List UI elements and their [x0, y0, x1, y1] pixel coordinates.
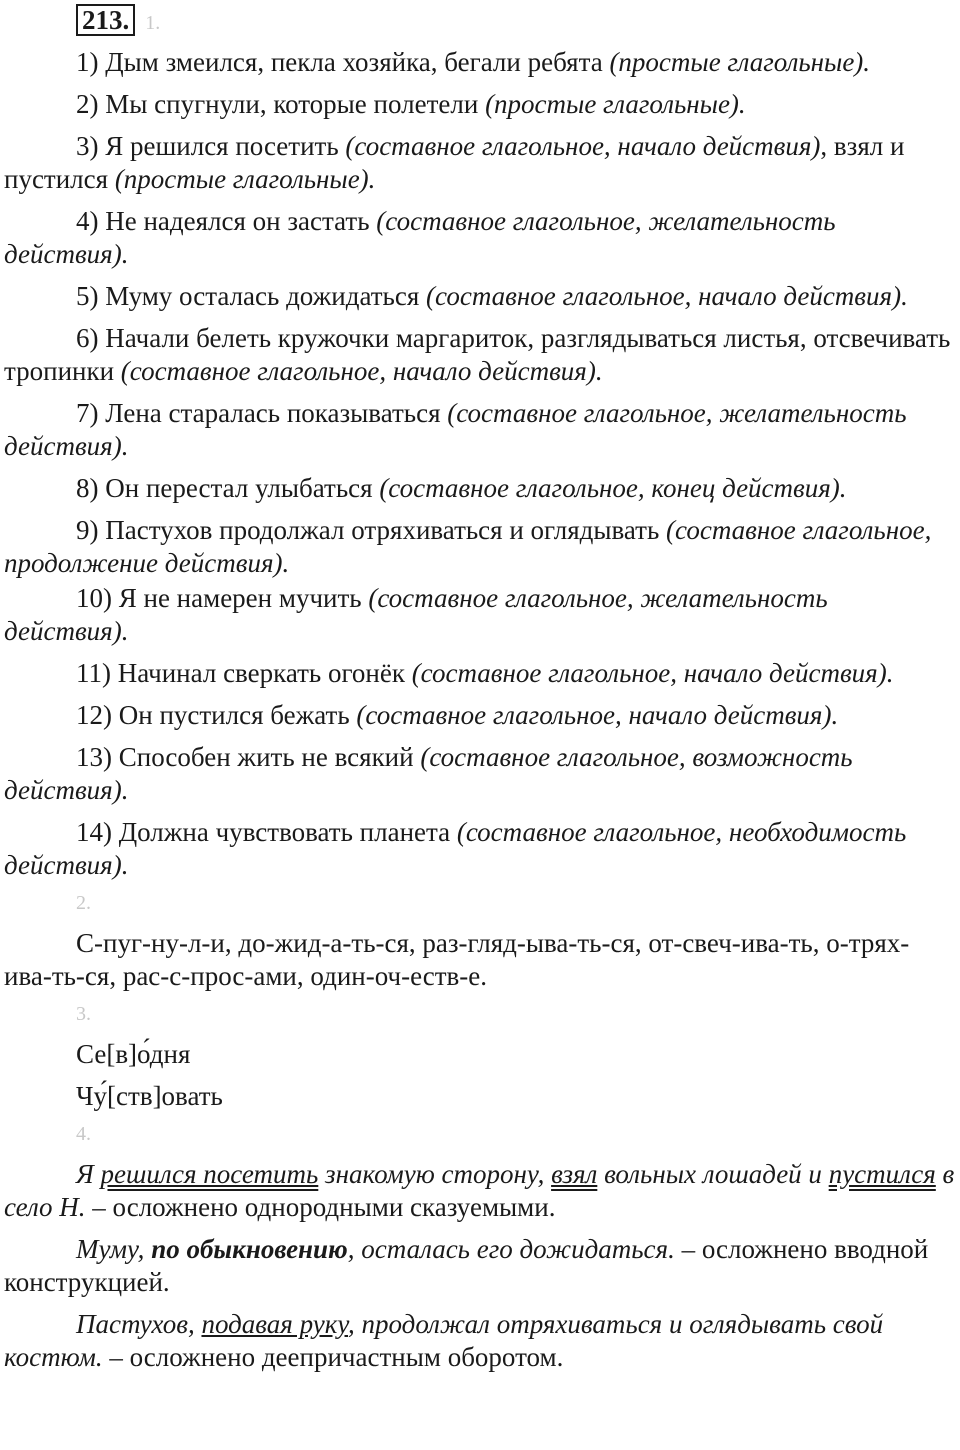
- item-text: 9) Пастухов продолжал отряхиваться и оглядывать: [76, 515, 660, 545]
- s1-comment: – осложнено однородными сказуемыми.: [85, 1192, 556, 1222]
- part1-item: [4, 88, 956, 121]
- item-text: 7) Лена старалась показываться: [76, 398, 441, 428]
- phonetic-line-1: Се[в]о́дня: [76, 1039, 191, 1069]
- part1-item: [4, 130, 956, 196]
- s2-introductory: по обыкновению: [151, 1234, 348, 1264]
- item-note: (составное глагольное, желательность действия).: [4, 206, 836, 269]
- part1-item: [4, 699, 956, 732]
- s1-a: Я: [76, 1159, 101, 1189]
- part1-item: [4, 657, 956, 690]
- part1-item: [4, 397, 956, 463]
- item-note: (простые глагольные).: [114, 164, 376, 194]
- morpheme-analysis: С-пуг-ну-л-и, до-жид-а-ть-ся, раз-гляд-ыва-ть-ся, от-свеч-ива-ть, о-трях-ива-ть-ся, рас-с-прос-ами, один-оч-еств-е.: [4, 928, 910, 991]
- s1-predicate-2: взял: [551, 1159, 598, 1189]
- item-note: (составное глагольное, начало действия).: [120, 356, 603, 386]
- item-text: 2) Мы спугнули, которые полетели: [76, 89, 479, 119]
- part-label-4: 4.: [76, 1123, 91, 1145]
- item-text: 11) Начинал сверкать огонёк: [76, 658, 405, 688]
- item-text: 4) Не надеялся он застать: [76, 206, 370, 236]
- item-note: (простые глагольные).: [485, 89, 746, 119]
- item-note: (составное глагольное, возможность действия).: [4, 742, 853, 805]
- part-label-3: 3.: [76, 1003, 91, 1025]
- exercise-number: 213.: [76, 4, 135, 36]
- s3-a: Пастухов,: [76, 1309, 202, 1339]
- s1-c: вольных лошадей и: [597, 1159, 829, 1189]
- s3-b: , продолжал отряхиваться и оглядывать свой костюм.: [4, 1309, 884, 1372]
- syntax-sentence-3: [4, 1308, 956, 1374]
- part1-item: [4, 322, 956, 388]
- item-text: 3) Я решился посетить: [76, 131, 339, 161]
- item-note: (составное глагольное, начало действия).: [426, 281, 908, 311]
- s3-comment: – осложнено деепричастным оборотом.: [102, 1342, 564, 1372]
- item-text: , взял и пустился: [4, 131, 905, 194]
- item-text: 5) Муму осталась дожидаться: [76, 281, 420, 311]
- item-note: (составное глагольное, желательность действия).: [4, 583, 828, 646]
- s3-participle: подавая руку: [201, 1309, 349, 1339]
- item-text: 8) Он перестал улыбаться: [76, 473, 373, 503]
- part-label-2: 2.: [76, 892, 91, 914]
- part1-item: [4, 205, 956, 271]
- exercise-content: [4, 46, 956, 1383]
- item-text: 1) Дым змеился, пекла хозяйка, бегали ребята: [76, 47, 603, 77]
- s1-predicate-1: решился посетить: [100, 1159, 319, 1189]
- part1-item: [4, 582, 956, 648]
- s2-a: Муму,: [76, 1234, 152, 1264]
- item-text: 10) Я не намерен мучить: [76, 583, 362, 613]
- item-note: (простые глагольные).: [609, 47, 871, 77]
- item-note: (составное глагольное, необходимость действия).: [4, 817, 907, 880]
- syntax-sentence-1: [4, 1158, 956, 1224]
- item-note: (составное глагольное, начало действия).: [356, 700, 839, 730]
- item-note: (составное глагольное, конец действия).: [379, 473, 847, 503]
- item-note: (составное глагольное, начало действия).: [411, 658, 894, 688]
- s2-b: , осталась его дожидаться.: [347, 1234, 675, 1264]
- part1-item: [4, 741, 956, 807]
- item-note: (составное глагольное, продолжение действия).: [4, 515, 932, 578]
- part1-list: [4, 46, 956, 882]
- phonetic-line-2: Чу́[ств]овать: [76, 1081, 223, 1111]
- s1-d: в село Н.: [4, 1159, 955, 1222]
- part-label-1: 1.: [145, 12, 161, 34]
- s2-comment: – осложнено вводной конструкцией.: [4, 1234, 929, 1297]
- s1-b: знакомую сторону,: [318, 1159, 552, 1189]
- item-text: 13) Способен жить не всякий: [76, 742, 414, 772]
- item-text: 6) Начали белеть кружочки маргариток, разглядываться листья, отсвечивать тропинки: [4, 323, 951, 386]
- part1-item: [4, 280, 956, 313]
- syntax-sentence-2: [4, 1233, 956, 1299]
- item-note: (составное глагольное, желательность действия).: [4, 398, 907, 461]
- item-text: 12) Он пустился бежать: [76, 700, 350, 730]
- part1-item: [4, 816, 956, 882]
- s1-predicate-3: пустился: [828, 1159, 936, 1189]
- part1-item: [4, 514, 956, 580]
- item-note: (составное глагольное, начало действия): [345, 131, 821, 161]
- part1-item: [4, 46, 956, 79]
- item-text: 14) Должна чувствовать планета: [76, 817, 451, 847]
- exercise-header: [76, 4, 160, 36]
- part1-item: [4, 472, 956, 505]
